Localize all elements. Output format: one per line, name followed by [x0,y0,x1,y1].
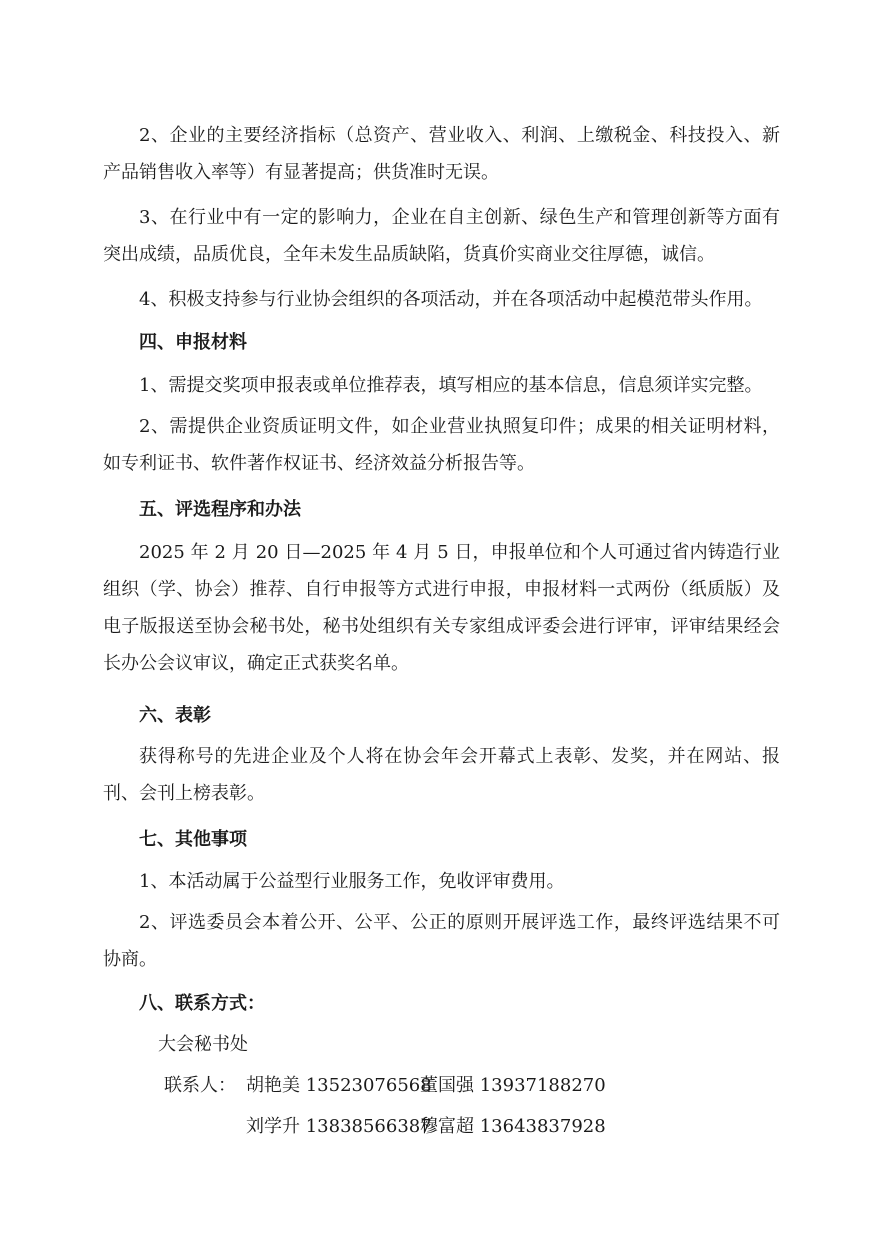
paragraph-text: 3、在行业中有一定的影响力，企业在自主创新、绿色生产和管理创新等方面有突出成绩，品质优良，全年未发生品质缺陷，货真价实商业交往厚德，诚信。 [103,207,780,265]
contact-label: 联系人： [164,1075,236,1096]
paragraph-criteria-4 [0,281,880,318]
paragraph-text: 4、积极支持参与行业协会组织的各项活动，并在各项活动中起模范带头作用。 [139,289,763,310]
heading-text: 五、评选程序和办法 [139,499,301,520]
paragraph-text: 2、企业的主要经济指标（总资产、营业收入、利润、上缴税金、科技投入、新产品销售收入率等）有显著提高；供货准时无误。 [103,125,780,183]
heading-text: 六、表彰 [139,705,211,726]
paragraph-criteria-2 [0,117,880,191]
heading-text: 四、申报材料 [139,332,247,353]
paragraph-materials-2 [0,408,880,482]
contact-person-2: 董国强 13937188270 [420,1075,606,1096]
contact-person-3: 刘学升 13838566387 [246,1116,432,1137]
heading-text: 八、联系方式： [139,993,265,1014]
paragraph-text: 1、需提交奖项申报表或单位推荐表，填写相应的基本信息，信息须详实完整。 [139,375,763,396]
paragraph-text: 获得称号的先进企业及个人将在协会年会开幕式上表彰、发奖，并在网站、报刊、会刊上榜表彰。 [103,746,780,804]
section-heading-other [0,821,880,858]
office-name: 大会秘书处 [158,1034,248,1055]
section-heading-procedure [0,491,880,528]
paragraph-materials-1 [0,367,880,404]
paragraph-other-2 [0,904,880,978]
paragraph-procedure [0,534,880,682]
paragraph-text: 2、评选委员会本着公开、公平、公正的原则开展评选工作，最终评选结果不可协商。 [103,912,780,970]
paragraph-text: 2025 年 2 月 20 日—2025 年 4 月 5 日，申报单位和个人可通过省内铸造行业组织（学、协会）推荐、自行申报等方式进行申报，申报材料一式两份（纸质版）及电子版报送至协会秘书处，秘书处组织有关专家组成评委会进行评审，评审结果经会长办公会议审议，确定正式获奖名单。 [103,542,780,674]
section-heading-contact [0,985,880,1022]
section-heading-commendation [0,697,880,734]
paragraph-text: 2、需提供企业资质证明文件，如企业营业执照复印件；成果的相关证明材料，如专利证书、软件著作权证书、经济效益分析报告等。 [103,416,780,474]
paragraph-text: 1、本活动属于公益型行业服务工作，免收评审费用。 [139,871,565,892]
contact-person-4: 穆富超 13643837928 [420,1116,606,1137]
heading-text: 七、其他事项 [139,829,247,850]
contact-person-1: 胡艳美 13523076568 [246,1075,432,1096]
section-heading-materials [0,324,880,361]
paragraph-criteria-3 [0,199,880,273]
paragraph-commendation [0,738,880,812]
paragraph-other-1 [0,863,880,900]
